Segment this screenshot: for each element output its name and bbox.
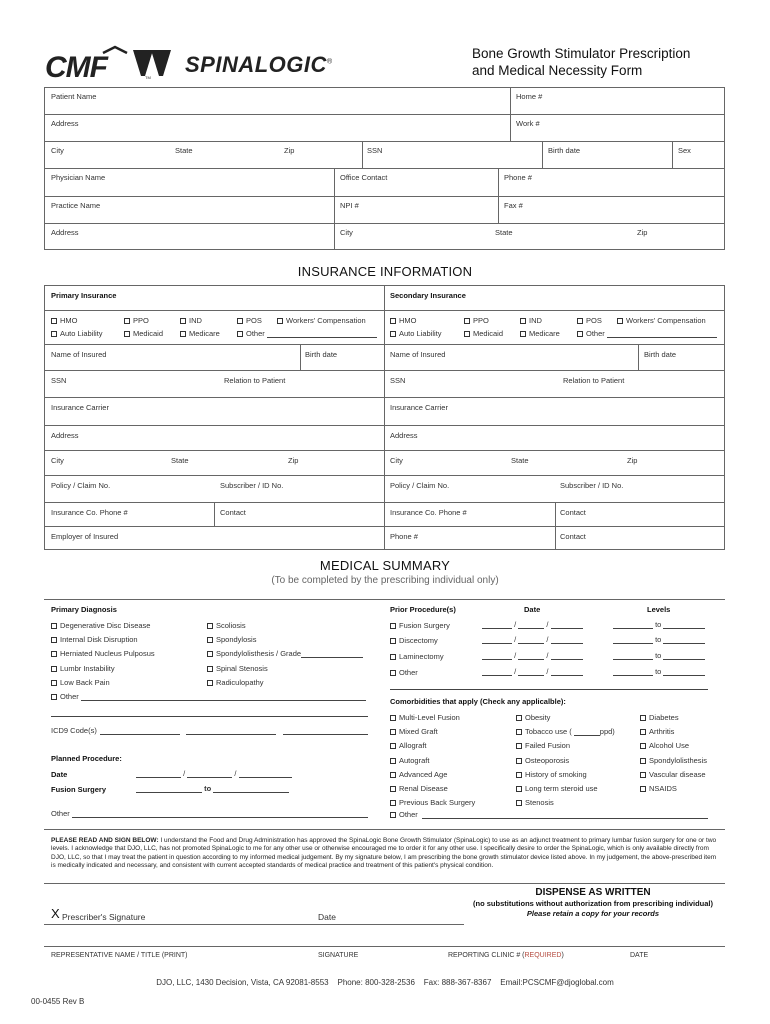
diagnosis-spondylosis-checkbox[interactable]: Spondylosis bbox=[207, 635, 256, 644]
primary-ssn-field[interactable]: SSN bbox=[51, 376, 67, 385]
comorb-autograft-checkbox[interactable]: Autograft bbox=[390, 756, 429, 765]
secondary-phone-field[interactable]: Phone # bbox=[390, 532, 418, 541]
primary-medicaid-checkbox[interactable]: Medicaid bbox=[124, 329, 163, 338]
patient-name-field[interactable]: Patient Name bbox=[51, 92, 97, 101]
secondary-relation-field[interactable]: Relation to Patient bbox=[563, 376, 625, 385]
secondary-auto-liability-checkbox[interactable]: Auto Liability bbox=[390, 329, 442, 338]
secondary-zip-field[interactable]: Zip bbox=[627, 456, 638, 465]
comorb-mixed-graft-checkbox[interactable]: Mixed Graft bbox=[390, 727, 438, 736]
diagnosis-spinal-stenosis-checkbox[interactable]: Spinal Stenosis bbox=[207, 664, 268, 673]
primary-pos-checkbox[interactable]: POS bbox=[237, 316, 262, 325]
physician-zip-field[interactable]: Zip bbox=[637, 228, 648, 237]
secondary-other-checkbox[interactable]: Other bbox=[577, 329, 717, 338]
patient-ssn-field[interactable]: SSN bbox=[367, 146, 383, 155]
diagnosis-spondylolisthesis-checkbox[interactable]: Spondylolisthesis / Grade bbox=[207, 649, 363, 658]
reporting-clinic-field[interactable]: REPORTING CLINIC # (REQUIRED) bbox=[448, 952, 564, 959]
physician-address-field[interactable]: Address bbox=[51, 228, 79, 237]
representative-name-field[interactable]: REPRESENTATIVE NAME / TITLE (PRINT) bbox=[51, 952, 188, 959]
procedure-other-field[interactable]: Other bbox=[51, 809, 70, 818]
prescriber-date-field[interactable]: Date bbox=[318, 912, 336, 922]
secondary-ssn-field[interactable]: SSN bbox=[390, 376, 406, 385]
prior-laminectomy-checkbox[interactable]: Laminectomy bbox=[390, 652, 444, 661]
medical-section-title: MEDICAL SUMMARY bbox=[319, 558, 451, 573]
comorb-advanced-age-checkbox[interactable]: Advanced Age bbox=[390, 770, 447, 779]
prior-other-levels-field[interactable]: to bbox=[613, 667, 705, 676]
comorb-long-term-steroid-checkbox[interactable]: Long term steroid use bbox=[516, 784, 598, 793]
comorb-obesity-checkbox[interactable]: Obesity bbox=[516, 713, 550, 722]
primary-state-field[interactable]: State bbox=[171, 456, 189, 465]
comorb-stenosis-checkbox[interactable]: Stenosis bbox=[516, 798, 554, 807]
prior-discectomy-date-field[interactable]: / / bbox=[482, 635, 583, 644]
signature-x-mark: X bbox=[51, 906, 60, 921]
prior-fusion-surgery-checkbox[interactable]: Fusion Surgery bbox=[390, 621, 450, 630]
practice-name-field[interactable]: Practice Name bbox=[51, 201, 101, 210]
secondary-medicare-checkbox[interactable]: Medicare bbox=[520, 329, 560, 338]
primary-auto-liability-checkbox[interactable]: Auto Liability bbox=[51, 329, 103, 338]
prior-fusion-date-field[interactable]: / / bbox=[482, 620, 583, 629]
prior-laminectomy-date-field[interactable]: / / bbox=[482, 651, 583, 660]
comorb-previous-back-surgery-checkbox[interactable]: Previous Back Surgery bbox=[390, 798, 475, 807]
prior-other-checkbox[interactable]: Other bbox=[390, 668, 418, 677]
insurance-section-title: INSURANCE INFORMATION bbox=[297, 264, 473, 279]
primary-ind-checkbox[interactable]: IND bbox=[180, 316, 202, 325]
diagnosis-ddd-checkbox[interactable]: Degenerative Disc Disease bbox=[51, 621, 150, 630]
home-phone-field[interactable]: Home # bbox=[516, 92, 543, 101]
secondary-insurance-title: Secondary Insurance bbox=[390, 291, 466, 300]
form-title: Bone Growth Stimulator Prescription and Medical Necessity Form bbox=[472, 46, 691, 78]
primary-medicare-checkbox[interactable]: Medicare bbox=[180, 329, 220, 338]
primary-city-field[interactable]: City bbox=[51, 456, 64, 465]
employer-of-insured-field[interactable]: Employer of Insured bbox=[51, 532, 119, 541]
patient-zip-field[interactable]: Zip bbox=[284, 146, 295, 155]
primary-insurance-title: Primary Insurance bbox=[51, 291, 117, 300]
patient-birth-date-field[interactable]: Birth date bbox=[548, 146, 581, 155]
prior-discectomy-levels-field[interactable]: to bbox=[613, 635, 705, 644]
primary-zip-field[interactable]: Zip bbox=[288, 456, 299, 465]
diagnosis-other-checkbox[interactable]: Other bbox=[51, 692, 366, 701]
diagnosis-idd-checkbox[interactable]: Internal Disk Disruption bbox=[51, 635, 138, 644]
comorbidities-heading: Comorbidities that apply (Check any applicalble): bbox=[390, 697, 566, 706]
cmf-logo bbox=[45, 44, 175, 80]
physician-city-field[interactable]: City bbox=[340, 228, 353, 237]
comorb-other-checkbox[interactable]: Other bbox=[390, 810, 418, 819]
dispense-as-written-title: DISPENSE AS WRITTEN bbox=[535, 887, 651, 898]
comorb-allograft-checkbox[interactable]: Allograft bbox=[390, 741, 427, 750]
comorb-history-of-smoking-checkbox[interactable]: History of smoking bbox=[516, 770, 587, 779]
physician-state-field[interactable]: State bbox=[495, 228, 513, 237]
secondary-contact2-field[interactable]: Contact bbox=[560, 532, 586, 541]
icd9-codes-field[interactable]: ICD9 Code(s) bbox=[51, 726, 97, 735]
representative-date-field[interactable]: DATE bbox=[630, 952, 649, 959]
medical-section-subtitle: (To be completed by the prescribing individual only) bbox=[271, 575, 499, 586]
secondary-name-of-insured-field[interactable]: Name of Insured bbox=[390, 350, 446, 359]
primary-workers-comp-checkbox[interactable]: Workers' Compensation bbox=[277, 316, 366, 325]
secondary-hmo-checkbox[interactable]: HMO bbox=[390, 316, 417, 325]
primary-ins-phone-field[interactable]: Insurance Co. Phone # bbox=[51, 508, 128, 517]
secondary-ins-phone-field[interactable]: Insurance Co. Phone # bbox=[390, 508, 467, 517]
comorb-diabetes-checkbox[interactable]: Diabetes bbox=[640, 713, 679, 722]
secondary-subscriber-field[interactable]: Subscriber / ID No. bbox=[560, 481, 624, 490]
svg-text:TM: TM bbox=[145, 75, 151, 80]
svg-text:CMF: CMF bbox=[45, 51, 107, 80]
patient-city-field[interactable]: City bbox=[51, 146, 64, 155]
patient-state-field[interactable]: State bbox=[175, 146, 193, 155]
prescriber-signature-field[interactable]: Prescriber's Signature bbox=[62, 912, 146, 922]
primary-name-of-insured-field[interactable]: Name of Insured bbox=[51, 350, 107, 359]
prior-procedures-heading: Prior Procedure(s) bbox=[390, 605, 456, 614]
physician-name-field[interactable]: Physician Name bbox=[51, 173, 106, 182]
footer-contact: DJO, LLC, 1430 Decision, Vista, CA 92081-8553 Phone: 800-328-2536 Fax: 888-367-8367 Email:PCSCMF@djoglobal.com bbox=[156, 978, 614, 987]
diagnosis-scoliosis-checkbox[interactable]: Scoliosis bbox=[207, 621, 246, 630]
prior-date-heading: Date bbox=[524, 605, 541, 614]
primary-birth-date-field[interactable]: Birth date bbox=[305, 350, 338, 359]
prior-levels-heading: Levels bbox=[647, 605, 671, 614]
patient-address-field[interactable]: Address bbox=[51, 119, 79, 128]
secondary-medicaid-checkbox[interactable]: Medicaid bbox=[464, 329, 503, 338]
secondary-contact-field[interactable]: Contact bbox=[560, 508, 586, 517]
primary-hmo-checkbox[interactable]: HMO bbox=[51, 316, 78, 325]
diagnosis-hnp-checkbox[interactable]: Herniated Nucleus Pulposus bbox=[51, 649, 155, 658]
comorb-vascular-disease-checkbox[interactable]: Vascular disease bbox=[640, 770, 706, 779]
secondary-carrier-field[interactable]: Insurance Carrier bbox=[390, 403, 448, 412]
primary-policy-field[interactable]: Policy / Claim No. bbox=[51, 481, 111, 490]
revision-code: 00-0455 Rev B bbox=[31, 997, 85, 1006]
retain-copy-note: Please retain a copy for your records bbox=[526, 909, 660, 918]
representative-signature-field[interactable]: SIGNATURE bbox=[318, 952, 359, 959]
secondary-city-field[interactable]: City bbox=[390, 456, 403, 465]
primary-contact-field[interactable]: Contact bbox=[220, 508, 246, 517]
secondary-ind-checkbox[interactable]: IND bbox=[520, 316, 542, 325]
secondary-address-field[interactable]: Address bbox=[390, 431, 418, 440]
attestation-paragraph: PLEASE READ AND SIGN BELOW: I understand the Food and Drug Administration has approved the SpinaLogic Bone Growth Stimulator (SpinaLogic) to use as an adjunct treatment to primary lumbar fusion surgery for one or two levels. I acknowledge that DJO, LLC, has not promoted SpinaLogic to me for any other use or otherwise encouraged me to order it for any other use. I specifically desire to order the SpinaLogic, which is only available directly from DJO, LLC, so that I may treat the patient in question according to my informed medical judgement. By my signature below, I am prescribing the bone growth stimulator device listed above. In my judgement, the above-prescribed item is medically indicated and necessary, and consistent with current accepted standards of medical practice and treatment of this patient's physical condition. bbox=[51, 837, 717, 870]
secondary-birth-date-field[interactable]: Birth date bbox=[644, 350, 677, 359]
secondary-ppo-checkbox[interactable]: PPO bbox=[464, 316, 489, 325]
procedure-date-label: Date bbox=[51, 770, 68, 779]
secondary-workers-comp-checkbox[interactable]: Workers' Compensation bbox=[617, 316, 706, 325]
comorb-arthritis-checkbox[interactable]: Arthritis bbox=[640, 727, 674, 736]
spinalogic-wordmark: SPINALOGIC® bbox=[185, 52, 333, 77]
primary-subscriber-field[interactable]: Subscriber / ID No. bbox=[220, 481, 284, 490]
secondary-state-field[interactable]: State bbox=[511, 456, 529, 465]
secondary-pos-checkbox[interactable]: POS bbox=[577, 316, 602, 325]
procedure-date-field[interactable]: / / bbox=[136, 769, 292, 778]
physician-fax-field[interactable]: Fax # bbox=[504, 201, 523, 210]
comorb-alcohol-use-checkbox[interactable]: Alcohol Use bbox=[640, 741, 689, 750]
primary-carrier-field[interactable]: Insurance Carrier bbox=[51, 403, 109, 412]
comorb-osteoporosis-checkbox[interactable]: Osteoporosis bbox=[516, 756, 569, 765]
fusion-surgery-levels-field[interactable]: to bbox=[136, 784, 289, 793]
fusion-surgery-label: Fusion Surgery bbox=[51, 785, 107, 794]
diagnosis-low-back-pain-checkbox[interactable]: Low Back Pain bbox=[51, 678, 110, 687]
office-contact-field[interactable]: Office Contact bbox=[340, 173, 388, 182]
comorb-failed-fusion-checkbox[interactable]: Failed Fusion bbox=[516, 741, 570, 750]
patient-sex-field[interactable]: Sex bbox=[678, 146, 691, 155]
primary-other-checkbox[interactable]: Other bbox=[237, 329, 377, 338]
prior-laminectomy-levels-field[interactable]: to bbox=[613, 651, 705, 660]
dispense-sub: (no substitutions without authorization from prescribing individual) bbox=[473, 899, 713, 908]
diagnosis-lumbr-instability-checkbox[interactable]: Lumbr Instability bbox=[51, 664, 115, 673]
work-phone-field[interactable]: Work # bbox=[516, 119, 540, 128]
prior-discectomy-checkbox[interactable]: Discectomy bbox=[390, 636, 438, 645]
prior-other-date-field[interactable]: / / bbox=[482, 667, 583, 676]
prior-fusion-levels-field[interactable]: to bbox=[613, 620, 705, 629]
primary-address-field[interactable]: Address bbox=[51, 431, 79, 440]
comorb-tobacco-use-checkbox[interactable]: Tobacco use ( ppd) bbox=[516, 727, 615, 736]
primary-relation-field[interactable]: Relation to Patient bbox=[224, 376, 286, 385]
primary-diagnosis-heading: Primary Diagnosis bbox=[51, 605, 117, 614]
planned-procedure-heading: Planned Procedure: bbox=[51, 754, 122, 763]
diagnosis-radiculopathy-checkbox[interactable]: Radiculopathy bbox=[207, 678, 264, 687]
primary-ppo-checkbox[interactable]: PPO bbox=[124, 316, 149, 325]
comorb-multi-level-fusion-checkbox[interactable]: Multi-Level Fusion bbox=[390, 713, 460, 722]
physician-phone-field[interactable]: Phone # bbox=[504, 173, 532, 182]
npi-field[interactable]: NPI # bbox=[340, 201, 359, 210]
comorb-nsaids-checkbox[interactable]: NSAIDS bbox=[640, 784, 677, 793]
secondary-policy-field[interactable]: Policy / Claim No. bbox=[390, 481, 450, 490]
comorb-renal-disease-checkbox[interactable]: Renal Disease bbox=[390, 784, 448, 793]
comorb-spondylolisthesis-checkbox[interactable]: Spondylolisthesis bbox=[640, 756, 707, 765]
